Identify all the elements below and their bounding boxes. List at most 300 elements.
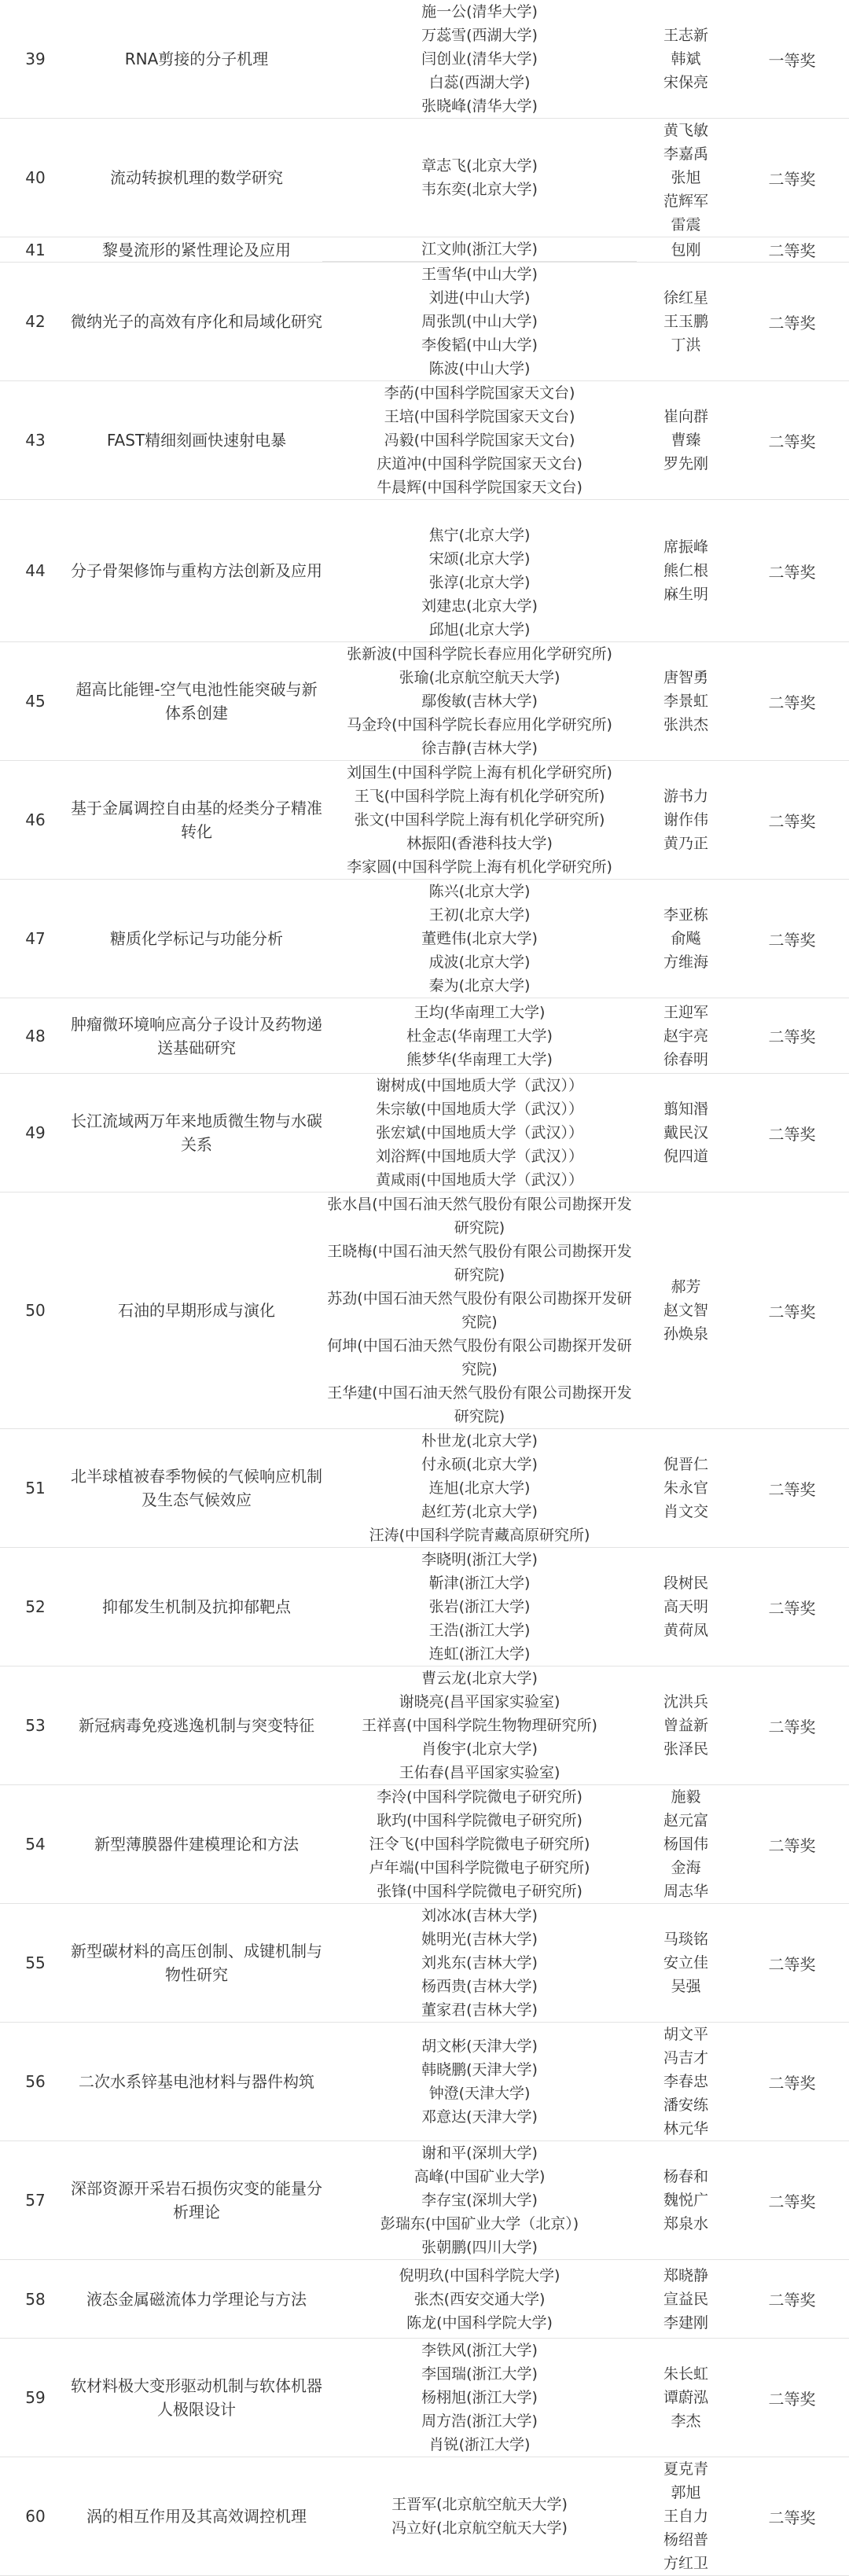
completer: 王晋军(北京航空航天大学) bbox=[391, 2496, 568, 2513]
nominator: 夏克青 bbox=[663, 2460, 708, 2478]
award-grade: 二等奖 bbox=[735, 2023, 849, 2141]
completer: 赵红芳(北京大学) bbox=[421, 1503, 538, 1520]
row-number: 51 bbox=[0, 1429, 71, 1548]
nominator: 游书力 bbox=[663, 788, 708, 805]
completer: 董家君(吉林大学) bbox=[421, 2001, 538, 2019]
nominators-cell bbox=[637, 880, 735, 998]
nominator: 张洪杰 bbox=[663, 716, 708, 733]
table-row bbox=[0, 1548, 849, 1666]
nominators-cell bbox=[637, 642, 735, 761]
completer: 冯立好(北京航空航天大学) bbox=[391, 2519, 568, 2537]
completers-cell bbox=[322, 2260, 637, 2339]
completer: 王初(北京大学) bbox=[428, 906, 531, 924]
row-number: 42 bbox=[0, 263, 71, 381]
nominator: 张旭 bbox=[671, 169, 701, 186]
nominator: 徐红星 bbox=[663, 289, 708, 307]
completer: 陈波(中山大学) bbox=[428, 360, 531, 377]
completers-cell bbox=[322, 500, 637, 642]
nominator: 高天明 bbox=[663, 1598, 708, 1615]
nominator: 熊仁根 bbox=[663, 562, 708, 579]
nominator: 黄荷凤 bbox=[663, 1622, 708, 1639]
completer: 李泠(中国科学院微电子研究所) bbox=[377, 1788, 583, 1806]
completer: 焦宁(北京大学) bbox=[428, 527, 531, 544]
table-row bbox=[0, 880, 849, 998]
completer: 王祥喜(中国科学院生物物理研究所) bbox=[362, 1717, 597, 1734]
nominator: 俞飚 bbox=[671, 930, 701, 947]
completer: 熊梦华(华南理工大学) bbox=[406, 1050, 553, 1068]
completer: 刘进(中山大学) bbox=[428, 289, 531, 307]
nominator: 丁洪 bbox=[671, 336, 701, 354]
award-grade: 二等奖 bbox=[735, 381, 849, 500]
nominators-cell bbox=[637, 119, 735, 237]
nominator: 沈洪兵 bbox=[663, 1693, 708, 1711]
nominator: 徐春明 bbox=[663, 1050, 708, 1068]
nominator: 施毅 bbox=[671, 1788, 701, 1806]
completer: 邓意达(天津大学) bbox=[421, 2108, 538, 2126]
completer: 王晓梅(中国石油天然气股份有限公司勘探开发研究院) bbox=[327, 1243, 632, 1284]
nominator: 郭旭 bbox=[671, 2484, 701, 2501]
completers-list bbox=[322, 2493, 637, 2540]
nominator: 魏悦广 bbox=[663, 2192, 708, 2209]
table-row bbox=[0, 2260, 849, 2339]
table-row bbox=[0, 1429, 849, 1548]
row-number: 58 bbox=[0, 2260, 71, 2339]
completer: 耿玓(中国科学院微电子研究所) bbox=[377, 1812, 583, 1829]
award-grade: 二等奖 bbox=[735, 237, 849, 263]
completer: 刘浴辉(中国地质大学（武汉）） bbox=[376, 1148, 583, 1165]
award-grade: 二等奖 bbox=[735, 119, 849, 237]
row-number: 56 bbox=[0, 2023, 71, 2141]
completer: 彭瑞东(中国矿业大学（北京）) bbox=[380, 2215, 579, 2232]
project-title: 微纳光子的高效有序化和局域化研究 bbox=[71, 263, 322, 381]
nominator: 韩斌 bbox=[671, 50, 701, 68]
nominator: 杨国伟 bbox=[663, 1836, 708, 1853]
project-title: 黎曼流形的紧性理论及应用 bbox=[71, 237, 322, 263]
nominators-cell bbox=[637, 500, 735, 642]
nominators-cell bbox=[637, 1074, 735, 1192]
completer: 成波(北京大学) bbox=[428, 954, 531, 971]
completer: 庆道冲(中国科学院国家天文台) bbox=[377, 455, 583, 472]
project-title: 长江流域两万年来地质微生物与水碳关系 bbox=[71, 1074, 322, 1192]
row-number: 39 bbox=[0, 0, 71, 119]
completer: 周方浩(浙江大学) bbox=[421, 2412, 538, 2430]
completer: 王浩(浙江大学) bbox=[428, 1622, 531, 1639]
nominator: 谭蔚泓 bbox=[663, 2389, 708, 2406]
nominators-cell bbox=[637, 1666, 735, 1785]
nominator: 郑泉水 bbox=[663, 2215, 708, 2232]
completers-list bbox=[322, 1074, 637, 1192]
completer: 黄咸雨(中国地质大学（武汉）） bbox=[376, 1171, 583, 1189]
project-title: 新型碳材料的高压创制、成键机制与物性研究 bbox=[71, 1904, 322, 2023]
row-number: 46 bbox=[0, 761, 71, 880]
completers-cell bbox=[322, 1074, 637, 1192]
award-grade: 二等奖 bbox=[735, 2260, 849, 2339]
table-row bbox=[0, 1904, 849, 2023]
completers-list bbox=[322, 1192, 637, 1428]
completer: 王均(华南理工大学) bbox=[413, 1003, 546, 1021]
completers-cell bbox=[322, 1785, 637, 1904]
completer: 韩晓鹏(天津大学) bbox=[421, 2061, 538, 2078]
award-grade: 二等奖 bbox=[735, 880, 849, 998]
nominator: 曾益新 bbox=[663, 1717, 708, 1734]
completer: 谢和平(深圳大学) bbox=[421, 2144, 538, 2162]
award-grade: 二等奖 bbox=[735, 500, 849, 642]
completer: 林振阳(香港科技大学) bbox=[406, 835, 553, 852]
nominator: 王志新 bbox=[663, 27, 708, 44]
completers-cell bbox=[322, 381, 637, 500]
completer: 邱旭(北京大学) bbox=[428, 621, 531, 638]
completer: 张朝鹏(四川大学) bbox=[421, 2239, 538, 2256]
completers-cell bbox=[322, 1192, 637, 1429]
nominator: 郑晓静 bbox=[663, 2266, 708, 2284]
completer: 鄢俊敏(吉林大学) bbox=[421, 693, 538, 710]
nominator: 孙焕泉 bbox=[663, 1325, 708, 1343]
project-title: 涡的相互作用及其高效调控机理 bbox=[71, 2457, 322, 2576]
nominators-cell bbox=[637, 381, 735, 500]
completer: 谢晓亮(昌平国家实验室) bbox=[399, 1693, 560, 1711]
completer: 刘冰冰(吉林大学) bbox=[421, 1907, 538, 1924]
nominators-cell bbox=[637, 2141, 735, 2260]
nominator: 倪晋仁 bbox=[663, 1456, 708, 1473]
award-grade: 一等奖 bbox=[735, 0, 849, 119]
project-title: 糖质化学标记与功能分析 bbox=[71, 880, 322, 998]
completers-cell bbox=[322, 2339, 637, 2457]
award-grade: 二等奖 bbox=[735, 1429, 849, 1548]
completer: 刘国生(中国科学院上海有机化学研究所) bbox=[347, 764, 612, 781]
completer: 韦东奕(北京大学) bbox=[421, 181, 538, 198]
award-grade: 二等奖 bbox=[735, 2339, 849, 2457]
table-row bbox=[0, 237, 849, 263]
completer: 陈兴(北京大学) bbox=[428, 883, 531, 900]
completer: 章志飞(北京大学) bbox=[421, 157, 538, 175]
completers-list bbox=[322, 2339, 637, 2457]
nominator: 雷震 bbox=[671, 216, 701, 233]
completer: 张新波(中国科学院长春应用化学研究所) bbox=[347, 645, 612, 663]
nominator: 周志华 bbox=[663, 1883, 708, 1900]
completer: 朱宗敏(中国地质大学（武汉）） bbox=[376, 1101, 583, 1118]
completer: 白蕊(西湖大学) bbox=[428, 74, 531, 91]
completer: 何坤(中国石油天然气股份有限公司勘探开发研究院) bbox=[327, 1337, 632, 1378]
completer: 倪明玖(中国科学院大学) bbox=[399, 2266, 560, 2284]
award-grade: 二等奖 bbox=[735, 1785, 849, 1904]
completer: 徐吉静(吉林大学) bbox=[421, 740, 538, 757]
table-row bbox=[0, 119, 849, 237]
completer: 李存宝(深圳大学) bbox=[421, 2192, 538, 2209]
completer: 周张凯(中山大学) bbox=[421, 313, 538, 330]
completer: 李家圆(中国科学院上海有机化学研究所) bbox=[347, 858, 612, 876]
nominator: 肖文交 bbox=[663, 1503, 708, 1520]
table-row bbox=[0, 2457, 849, 2576]
nominator: 崔向群 bbox=[663, 408, 708, 425]
completer: 宋颂(北京大学) bbox=[428, 550, 531, 568]
completer: 杜金志(华南理工大学) bbox=[406, 1027, 553, 1045]
award-grade: 二等奖 bbox=[735, 761, 849, 880]
completers-cell bbox=[322, 237, 637, 263]
nominator: 范辉军 bbox=[663, 193, 708, 210]
completer: 王飞(中国科学院上海有机化学研究所) bbox=[354, 788, 605, 805]
table-row bbox=[0, 998, 849, 1074]
row-number: 49 bbox=[0, 1074, 71, 1192]
completer: 汪涛(中国科学院青藏高原研究所) bbox=[369, 1527, 590, 1544]
nominators-cell bbox=[637, 1429, 735, 1548]
table-row bbox=[0, 1074, 849, 1192]
completers-list bbox=[322, 263, 637, 380]
nominator: 李景虹 bbox=[663, 693, 708, 710]
completer: 马金玲(中国科学院长春应用化学研究所) bbox=[347, 716, 612, 733]
project-title: 分子骨架修饰与重构方法创新及应用 bbox=[71, 500, 322, 642]
nominator: 黄飞敏 bbox=[663, 122, 708, 139]
completer: 王华建(中国石油天然气股份有限公司勘探开发研究院) bbox=[327, 1384, 632, 1425]
nominator: 李建刚 bbox=[663, 2313, 708, 2332]
nominators-cell bbox=[637, 263, 735, 381]
nominator: 席振峰 bbox=[663, 538, 708, 556]
completer: 汪令飞(中国科学院微电子研究所) bbox=[369, 1836, 590, 1853]
award-grade: 二等奖 bbox=[735, 263, 849, 381]
nominator: 罗先刚 bbox=[663, 455, 708, 472]
table-row bbox=[0, 263, 849, 381]
nominator: 曹臻 bbox=[671, 432, 701, 449]
completers-cell bbox=[322, 1429, 637, 1548]
completers-list bbox=[322, 1548, 637, 1666]
completer: 卢年端(中国科学院微电子研究所) bbox=[369, 1859, 590, 1876]
nominator: 赵文智 bbox=[663, 1302, 708, 1319]
project-title: 液态金属磁流体力学理论与方法 bbox=[71, 2260, 322, 2339]
completer: 牛晨辉(中国科学院国家天文台) bbox=[377, 479, 583, 496]
nominator: 倪四道 bbox=[663, 1148, 708, 1165]
completers-list bbox=[322, 642, 637, 760]
row-number: 43 bbox=[0, 381, 71, 500]
nominator: 冯吉才 bbox=[663, 2049, 708, 2067]
completer: 刘建忠(北京大学) bbox=[421, 597, 538, 615]
completer: 江文帅(浙江大学) bbox=[421, 241, 538, 258]
completers-list bbox=[322, 2141, 637, 2259]
nominator: 李杰 bbox=[671, 2412, 701, 2430]
award-grade: 二等奖 bbox=[735, 1666, 849, 1785]
project-title: RNA剪接的分子机理 bbox=[71, 0, 322, 119]
completers-cell bbox=[322, 2457, 637, 2576]
project-title: 新冠病毒免疫逃逸机制与突变特征 bbox=[71, 1666, 322, 1785]
nominator: 李亚栋 bbox=[663, 906, 708, 924]
row-number: 48 bbox=[0, 998, 71, 1074]
completer: 施一公(清华大学) bbox=[421, 3, 538, 20]
award-grade: 二等奖 bbox=[735, 1904, 849, 2023]
nominator: 杨绍普 bbox=[663, 2531, 708, 2548]
completers-list bbox=[322, 761, 637, 879]
project-title: 北半球植被春季物候的气候响应机制及生态气候效应 bbox=[71, 1429, 322, 1548]
project-title: 肿瘤微环境响应高分子设计及药物递送基础研究 bbox=[71, 998, 322, 1074]
table-row bbox=[0, 2141, 849, 2260]
completers-cell bbox=[322, 761, 637, 880]
project-title: 抑郁发生机制及抗抑郁靶点 bbox=[71, 1548, 322, 1666]
completer: 李铁风(浙江大学) bbox=[421, 2342, 538, 2359]
table-row bbox=[0, 761, 849, 880]
completer: 李晓明(浙江大学) bbox=[421, 1551, 538, 1568]
row-number: 57 bbox=[0, 2141, 71, 2260]
nominator: 宣益民 bbox=[663, 2290, 708, 2308]
completer: 董甦伟(北京大学) bbox=[421, 930, 538, 947]
completer: 连虹(浙江大学) bbox=[428, 1645, 531, 1663]
table-row bbox=[0, 0, 849, 119]
nominator: 潘安练 bbox=[663, 2096, 708, 2114]
completers-list bbox=[322, 237, 637, 262]
completers-list bbox=[322, 1666, 637, 1784]
award-grade: 二等奖 bbox=[735, 1074, 849, 1192]
completer: 张宏斌(中国地质大学（武汉）） bbox=[376, 1124, 583, 1141]
completer: 秦为(北京大学) bbox=[428, 977, 531, 994]
nominator: 王玉鹏 bbox=[663, 313, 708, 330]
completers-cell bbox=[322, 642, 637, 761]
nominator: 朱长虹 bbox=[663, 2365, 708, 2383]
completers-cell bbox=[322, 263, 637, 381]
completer: 张瑜(北京航空航天大学) bbox=[399, 669, 560, 686]
completers-cell bbox=[322, 880, 637, 998]
completer: 张锋(中国科学院微电子研究所) bbox=[377, 1883, 583, 1900]
table-row bbox=[0, 381, 849, 500]
nominator: 赵宇亮 bbox=[663, 1027, 708, 1045]
project-title: 二次水系锌基电池材料与器件构筑 bbox=[71, 2023, 322, 2141]
project-title: 石油的早期形成与演化 bbox=[71, 1192, 322, 1429]
project-title: 软材料极大变形驱动机制与软体机器人极限设计 bbox=[71, 2339, 322, 2457]
award-grade: 二等奖 bbox=[735, 2457, 849, 2576]
completers-cell bbox=[322, 998, 637, 1074]
row-number: 41 bbox=[0, 237, 71, 263]
completers-list bbox=[322, 0, 637, 118]
cell-divider bbox=[322, 261, 637, 262]
nominators-cell bbox=[637, 237, 735, 263]
nominator: 包刚 bbox=[671, 241, 701, 259]
table-row bbox=[0, 1666, 849, 1785]
project-title: FAST精细刻画快速射电暴 bbox=[71, 381, 322, 500]
completers-list bbox=[322, 2264, 637, 2335]
nominators-cell bbox=[637, 2457, 735, 2576]
completer: 王佑春(昌平国家实验室) bbox=[399, 1764, 560, 1781]
nominators-cell bbox=[637, 1548, 735, 1666]
nominator: 唐智勇 bbox=[663, 669, 708, 686]
nominators-cell bbox=[637, 1904, 735, 2023]
nominator: 戴民汉 bbox=[663, 1124, 708, 1141]
completer: 李菂(中国科学院国家天文台) bbox=[384, 384, 575, 402]
table-row bbox=[0, 642, 849, 761]
nominator: 黄乃正 bbox=[663, 835, 708, 852]
completer: 肖俊宇(北京大学) bbox=[421, 1740, 538, 1758]
completer: 张岩(浙江大学) bbox=[428, 1598, 531, 1615]
completer: 苏劲(中国石油天然气股份有限公司勘探开发研究院) bbox=[327, 1290, 632, 1331]
completer: 刘兆东(吉林大学) bbox=[421, 1954, 538, 1972]
completer: 张淳(北京大学) bbox=[428, 574, 531, 591]
completers-list bbox=[322, 154, 637, 201]
award-grade: 二等奖 bbox=[735, 1192, 849, 1429]
completers-list bbox=[322, 381, 637, 499]
completer: 张文(中国科学院上海有机化学研究所) bbox=[354, 811, 605, 829]
completer: 靳津(浙江大学) bbox=[428, 1575, 531, 1592]
table-row bbox=[0, 1785, 849, 1904]
nominators-cell bbox=[637, 0, 735, 119]
completers-list bbox=[322, 880, 637, 998]
completers-list bbox=[322, 2034, 637, 2129]
nominator: 李嘉禹 bbox=[663, 145, 708, 163]
completer: 连旭(北京大学) bbox=[428, 1479, 531, 1497]
completer: 钟澄(天津大学) bbox=[428, 2085, 531, 2102]
nominator: 金海 bbox=[671, 1859, 701, 1876]
table-row bbox=[0, 500, 849, 642]
nominator: 赵元富 bbox=[663, 1812, 708, 1829]
completers-cell bbox=[322, 1548, 637, 1666]
project-title: 流动转捩机理的数学研究 bbox=[71, 119, 322, 237]
completer: 王雪华(中山大学) bbox=[421, 266, 538, 283]
completer: 杨西贵(吉林大学) bbox=[421, 1978, 538, 1995]
completers-cell bbox=[322, 119, 637, 237]
nominators-cell bbox=[637, 998, 735, 1074]
row-number: 55 bbox=[0, 1904, 71, 2023]
nominator: 郝芳 bbox=[671, 1278, 701, 1295]
nominators-cell bbox=[637, 1192, 735, 1429]
completer: 朴世龙(北京大学) bbox=[421, 1432, 538, 1450]
row-number: 53 bbox=[0, 1666, 71, 1785]
nominator: 王自力 bbox=[663, 2508, 708, 2525]
nominator: 杨春和 bbox=[663, 2168, 708, 2185]
table-row bbox=[0, 2023, 849, 2141]
row-number: 47 bbox=[0, 880, 71, 998]
nominator: 谢作伟 bbox=[663, 811, 708, 829]
completers-cell bbox=[322, 0, 637, 119]
completers-cell bbox=[322, 2023, 637, 2141]
nominator: 安立佳 bbox=[663, 1954, 708, 1972]
completer: 闫创业(清华大学) bbox=[421, 50, 538, 68]
completers-list bbox=[322, 1001, 637, 1071]
completer: 万蕊雪(西湖大学) bbox=[421, 27, 538, 44]
nominator: 翦知湣 bbox=[663, 1101, 708, 1118]
completer: 张杰(西安交通大学) bbox=[413, 2290, 546, 2308]
completer: 冯毅(中国科学院国家天文台) bbox=[384, 432, 575, 449]
completer: 付永硕(北京大学) bbox=[421, 1456, 538, 1473]
completer: 陈龙(中国科学院大学) bbox=[406, 2313, 553, 2332]
nominator: 吴强 bbox=[671, 1978, 701, 1995]
nominator: 方红卫 bbox=[663, 2555, 708, 2572]
completers-cell bbox=[322, 1904, 637, 2023]
award-grade: 二等奖 bbox=[735, 1548, 849, 1666]
award-grade: 二等奖 bbox=[735, 2141, 849, 2260]
completer: 李俊韬(中山大学) bbox=[421, 336, 538, 354]
nominators-cell bbox=[637, 2023, 735, 2141]
completer: 姚明光(吉林大学) bbox=[421, 1931, 538, 1948]
row-number: 50 bbox=[0, 1192, 71, 1429]
nominator: 麻生明 bbox=[663, 586, 708, 603]
completers-list bbox=[322, 1904, 637, 2022]
nominators-cell bbox=[637, 1785, 735, 1904]
row-number: 60 bbox=[0, 2457, 71, 2576]
row-number: 45 bbox=[0, 642, 71, 761]
completer: 王培(中国科学院国家天文台) bbox=[384, 408, 575, 425]
row-number: 59 bbox=[0, 2339, 71, 2457]
completer: 杨栩旭(浙江大学) bbox=[421, 2389, 538, 2406]
project-title: 新型薄膜器件建模理论和方法 bbox=[71, 1785, 322, 1904]
nominators-cell bbox=[637, 761, 735, 880]
nominator: 朱永官 bbox=[663, 1479, 708, 1497]
completer: 曹云龙(北京大学) bbox=[421, 1670, 538, 1687]
project-title: 基于金属调控自由基的烃类分子精准转化 bbox=[71, 761, 322, 880]
completers-cell bbox=[322, 2141, 637, 2260]
nominators-cell bbox=[637, 2260, 735, 2339]
completer: 肖锐(浙江大学) bbox=[428, 2436, 531, 2453]
row-number: 44 bbox=[0, 500, 71, 642]
completer: 谢树成(中国地质大学（武汉）） bbox=[376, 1077, 583, 1094]
nominator: 段树民 bbox=[663, 1575, 708, 1592]
completer: 高峰(中国矿业大学) bbox=[413, 2168, 546, 2185]
project-title: 超高比能锂-空气电池性能突破与新体系创建 bbox=[71, 642, 322, 761]
nominator: 林元华 bbox=[663, 2120, 708, 2137]
nominator: 方维海 bbox=[663, 954, 708, 971]
completer: 胡文彬(天津大学) bbox=[421, 2038, 538, 2055]
